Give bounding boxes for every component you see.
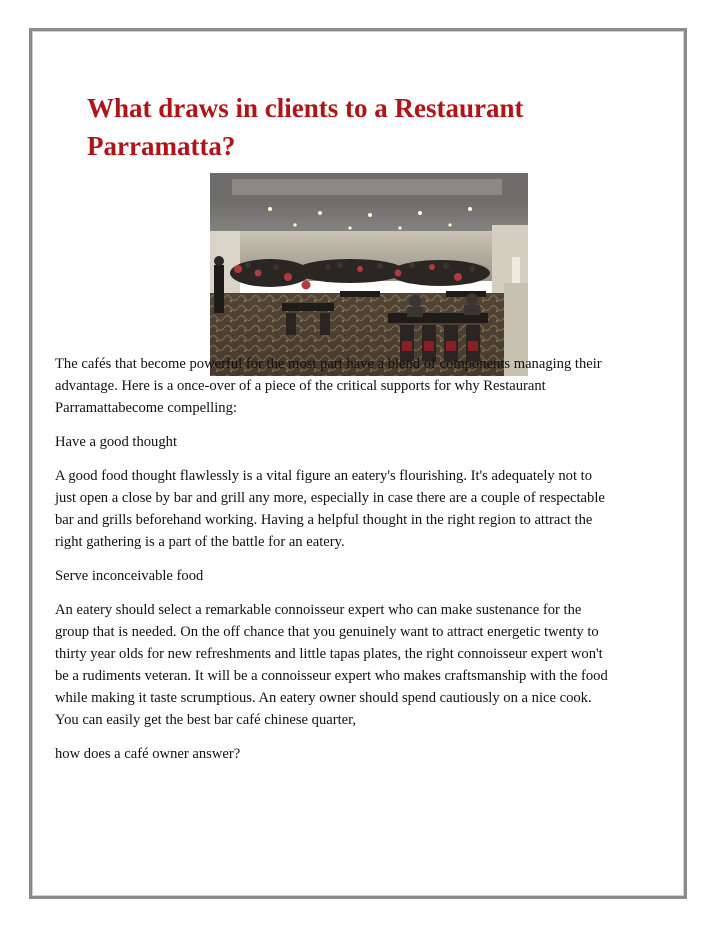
article-body (55, 353, 615, 777)
restaurant-photo (210, 173, 528, 376)
article-header (87, 89, 647, 165)
paragraph-intro: The cafés that become powerful for the most part have a blend of components managing their advantage. Here is a once-over of a piece of the critical supports for why Restaurant Parramattabecome compelling: (55, 356, 602, 416)
subheading-food: Serve inconceivable food (55, 568, 204, 584)
subheading-owner-answer: how does a café owner answer? (55, 746, 241, 762)
paragraph-food: An eatery should select a remarkable connoisseur expert who can make sustenance for the group that is needed. On the off chance that you genuinely want to attract energetic twenty to thirty year olds for new refreshments and little tapas plates, the right connoisseur expert won't be a rudiments veteran. It will be a connoisseur expert who makes craftsmanship with the food while making it taste scrumptious. An eatery owner should spend cautiously on a nice cook. You can easily get the best bar café chinese quarter, (55, 602, 608, 728)
paragraph-good-thought: A good food thought flawlessly is a vital figure an eatery's flourishing. It's adequately not to just open a close by bar and grill any more, especially in case there are a couple of respectable bar and grills beforehand working. Having a helpful thought in the right region to attract the right gathering is a part of the battle for an eatery. (55, 468, 605, 550)
subheading-good-thought: Have a good thought (55, 434, 177, 450)
page-title: What draws in clients to a Restaurant Parramatta? (87, 93, 524, 161)
